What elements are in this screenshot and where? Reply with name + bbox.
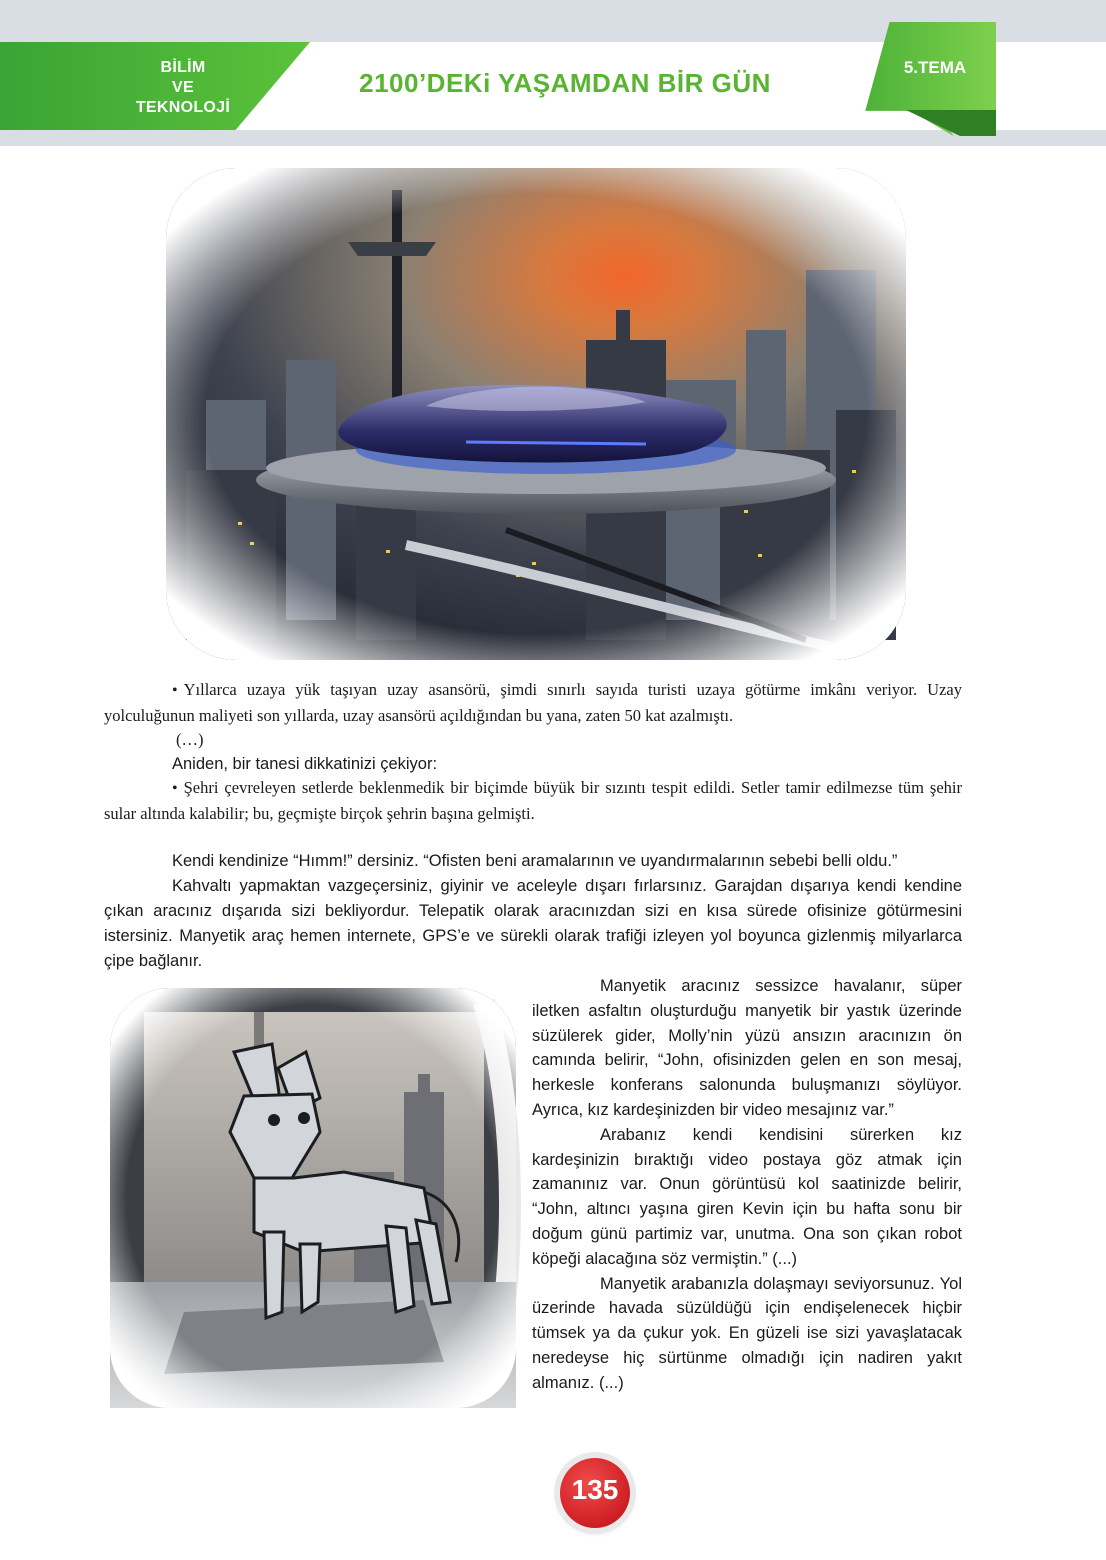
page-number: 135 [571,1474,619,1505]
paragraph-4 [104,776,962,826]
paragraph-1 [104,678,962,728]
paragraph-9 [532,1272,962,1396]
paragraph-4-text: Şehri çevreleyen setlerde beklenmedik bir biçimde büyük bir sızıntı tespit edildi. Setler tamir edilmezse tüm şehir sular altında kalabilir; bu, geçmişte birçok şehrin başına gelmişti. [104,778,962,823]
paragraph-6-text: Kahvaltı yapmaktan vazgeçersiniz, giyinir ve aceleyle dışarı fırlarsınız. Garajdan dışarıya kendi kendine çıkan aracınız dışarıda sizi bekliyordur. Telepatik olarak aracınızdan sizi en kısa sürede ofisinize götürmesini istersiniz. Manyetik araç hemen internete, GPS’e ve sürekli olarak trafiği izleyen yol boyunca gizlenmiş milyarlarca çipe bağlanır. [104,877,962,970]
theme-line-2: VE [172,79,194,96]
bullet-icon: • [172,682,178,699]
paragraph-8 [532,1123,962,1272]
paragraph-7-text: Manyetik aracınız sessizce havalanır, süper iletken asfaltın oluşturduğu manyetik bir yastık üzerinde süzülerek gider, Molly’nin yüzü ansızın aracınızın ön camında belirir, “John, ofisinizden gelen en son mesaj, herkesle konferans salonunda buluşmanızı söylüyor. Ayrıca, kız kardeşinizden bir video mesajınız var.” [532,977,962,1119]
page-title: 2100’DEKi YAŞAMDAN BİR GÜN [359,68,771,98]
paragraph-5 [104,849,962,874]
tema-label: 5.TEMA [903,58,967,77]
ellipsis-line: (…) [176,730,204,749]
bullet-icon: • [172,780,178,797]
right-column-text [532,974,962,1396]
paragraph-6 [104,874,962,974]
theme-line-3: TEKNOLOJİ [135,99,231,116]
paragraph-5-text: Kendi kendinize “Hımm!” dersiniz. “Ofisten beni aramalarının ve uyandırmalarının sebebi belli oldu.” [172,852,898,870]
city-illustration [146,150,924,672]
paragraph-3: Aniden, bir tanesi dikkatinizi çekiyor: [172,755,438,773]
theme-name [128,58,238,118]
paragraph-1-text: Yıllarca uzaya yük taşıyan uzay asansörü, şimdi sınırlı sayıda turisti uzaya götürme imkânı veriyor. Uzay yolculuğunun maliyeti son yıllarda, uzay asansörü açıldığından bu yana, zaten 50 kat azalmıştı. [104,680,962,725]
robot-dog-illustration [104,982,522,1420]
theme-line-1: BİLİM [160,59,206,76]
paragraph-9-text: Manyetik arabanızla dolaşmayı seviyorsunuz. Yol üzerinde havada süzüldüğü için endişelenecek hiçbir tümsek ya da çukur yok. En güzeli ise sizi yavaşlatacak neredeyse hiç sürtünme olmadığı için nadiren yakıt almanız. (...) [532,1274,962,1392]
paragraph-8-text: Arabanız kendi kendisini sürerken kız kardeşinizin bıraktığı video postaya göz atmak için zamanınız var. Onun görüntüsü kol saatinizde belirir, “John, altıncı yaşına giren Kevin için bu hafta sonu bir doğum günü partimiz var, unutma. Ona son çıkan robot köpeği alacağına söz vermiştin.” (...) [532,1125,962,1268]
paragraph-7 [532,974,962,1123]
